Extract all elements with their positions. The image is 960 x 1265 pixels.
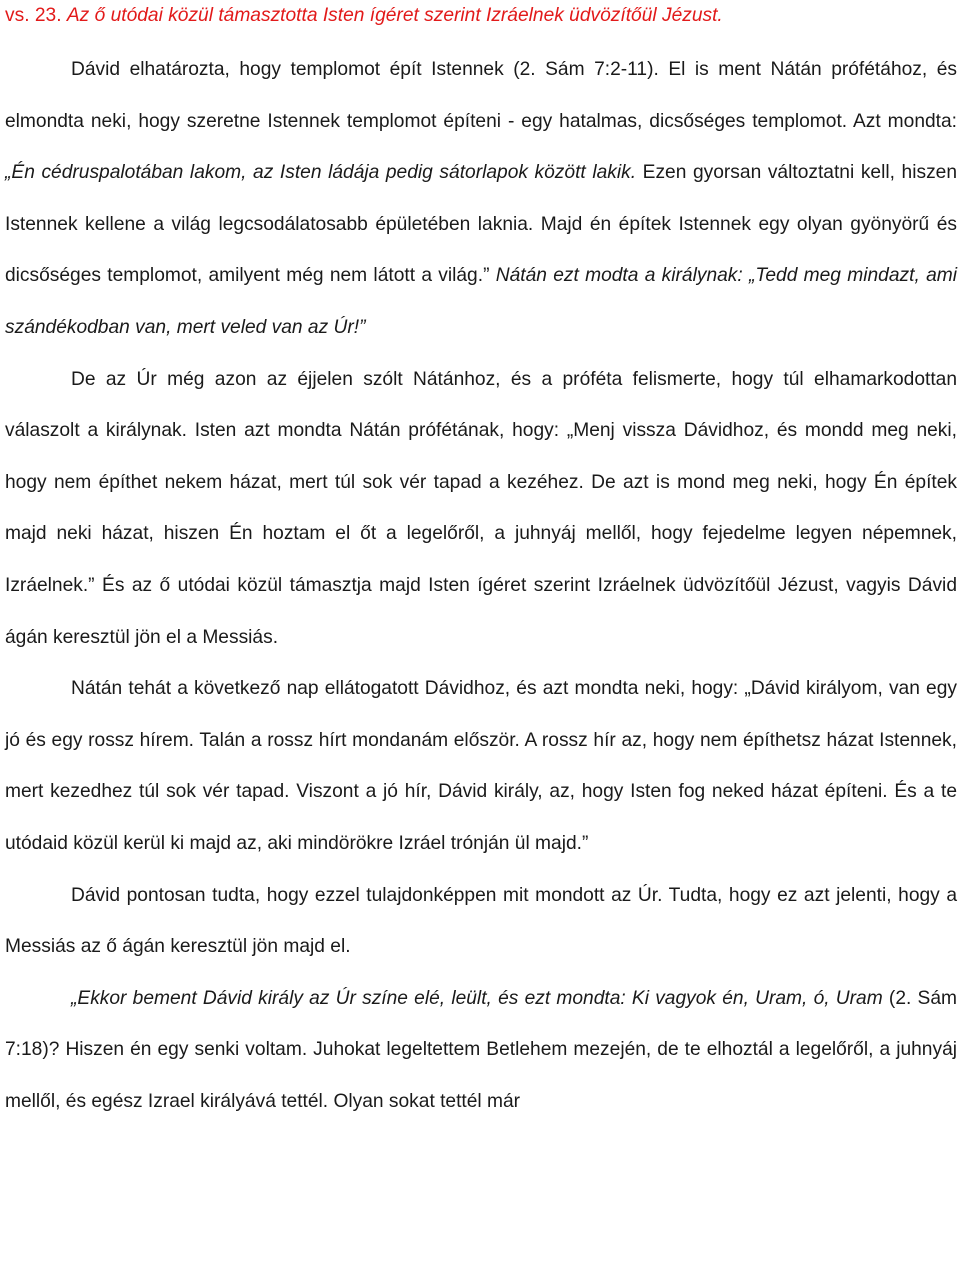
- document-page: [5, 0, 957, 1127]
- verse-quote: Az ő utódai közül támasztotta Isten ígéret szerint Izráelnek üdvözítőül Jézust.: [66, 5, 723, 26]
- italic-run: „Én cédruspalotában lakom, az Isten ládája pedig sátorlapok között lakik.: [5, 162, 637, 184]
- italic-run: „Ekkor bement Dávid király az Úr színe elé, leült, és ezt mondta: Ki vagyok én, Uram, ó, Uram: [71, 987, 883, 1009]
- italic-run: Nátán ezt modta a királynak: „Tedd meg mindazt, ami szándékodban van, mert veled van az Úr!”: [5, 265, 957, 338]
- text-run: De az Úr még azon az éjjelen szólt Nátánhoz, és a próféta felismerte, hogy túl elhamarkodottan válaszolt a királynak. Isten azt mondta Nátán prófétának, hogy: „Menj vissza Dávidhoz, és mondd meg neki, hogy nem építhet nekem házat, mert túl sok vér tapad a kezéhez. De azt is mond meg neki, hogy Én építek majd neki házat, hiszen Én hoztam el őt a legelőről, a juhnyáj mellől, hogy fejedelme legyen népemnek, Izráelnek.” És az ő utódai közül támasztja majd Isten ígéret szerint Izráelnek üdvözítőül Jézust, vagyis Dávid ágán keresztül jön el a Messiás.: [5, 368, 957, 648]
- paragraph-4: [5, 870, 957, 973]
- text-run: Nátán tehát a következő nap ellátogatott Dávidhoz, és azt mondta neki, hogy: „Dávid királyom, van egy jó és egy rossz hírem. Talán a rossz hírt mondanám először. A rossz hír az, hogy nem építhetsz házat Istennek, mert kezedhez túl sok vér tapad. Viszont a jó hír, Dávid király, az, hogy Isten fog neked házat építeni. És a te utódaid közül kerül ki majd az, aki mindörökre Izráel trónján ül majd.”: [5, 678, 957, 854]
- text-run: Ezen gyorsan változtatni kell, hiszen Istennek kellene a világ legcsodálatosabb épületében laknia. Majd én építek Istennek egy olyan gyönyörű és dicsőséges templomot, amilyent még nem látott a világ.”: [5, 162, 958, 287]
- paragraph-3: [5, 663, 957, 869]
- text-run: (2. Sám 7:18)? Hiszen én egy senki voltam. Juhokat legeltettem Betlehem mezején, de te elhoztál a legelőről, a juhnyáj mellől, és egész Izrael királyává tettél. Olyan sokat tettél már: [5, 987, 957, 1112]
- text-run: Dávid elhatározta, hogy templomot épít Istennek (2. Sám 7:2-11). El is ment Nátán prófétához, és elmondta neki, hogy szeretne Istennek templomot építeni - egy hatalmas, dicsőséges templomot. Azt mondta:: [5, 59, 957, 132]
- verse-number: vs. 23.: [5, 5, 67, 26]
- verse-heading: [5, 0, 957, 29]
- text-run: Dávid pontosan tudta, hogy ezzel tulajdonképpen mit mondott az Úr. Tudta, hogy ez azt jelenti, hogy a Messiás az ő ágán keresztül jön majd el.: [5, 884, 957, 958]
- paragraph-1: [5, 44, 957, 354]
- paragraph-5: [5, 973, 957, 1128]
- paragraph-2: [5, 354, 957, 664]
